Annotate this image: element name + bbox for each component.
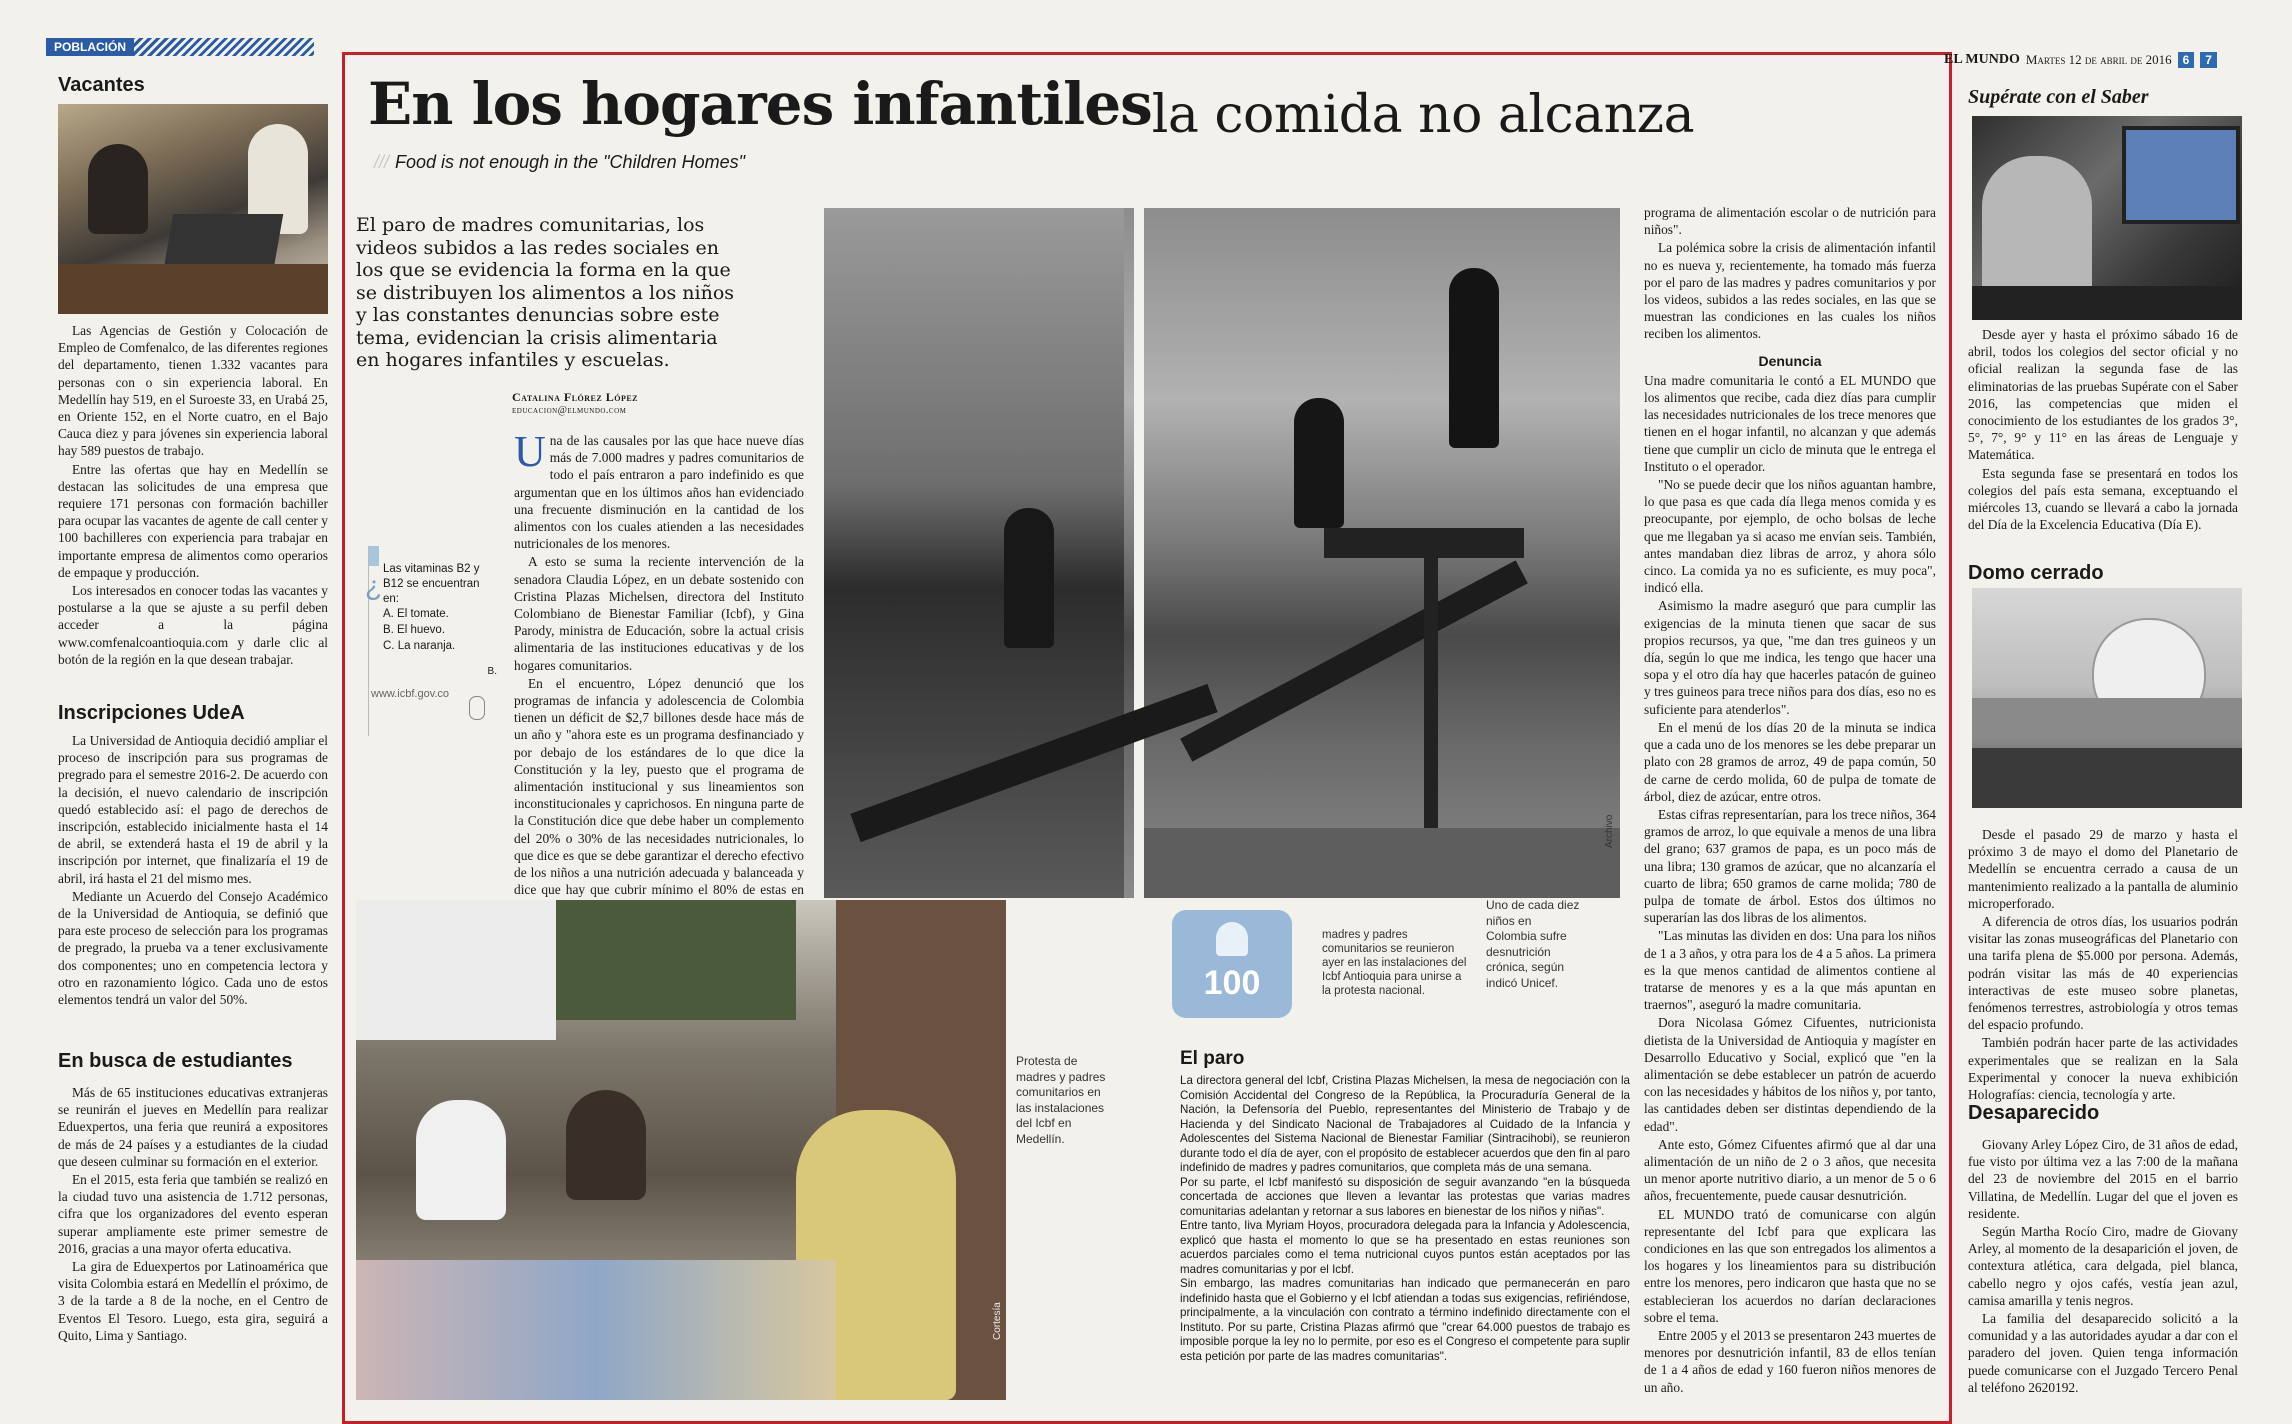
family-icon [1216,922,1248,956]
udea-body: La Universidad de Antioquia decidió ampliar el proceso de inscripción para sus programas de pregrado para el semestre 2016-2. De acuerdo con la decisión, el nuevo calendario de inscripción quedó establecido así: el pago de derechos de inscripción, establecido inicialmente hasta el 14 de abril, se extenderá hasta el 19 de abril y la inscripción por internet, que finalizaría el 19 de abril, irá hasta el 21 del mismo mes. Mediante un Acuerdo del Consejo Académico de la Universidad de Antioquia, se definió que para este proceso de selección para los programas de pregrado, la prueba va a tener exclusivamente dos componentes; uno en competencia lectora y otro en razonamiento lógico. Cada uno de estos elementos tendrá un valor del 50%. [58,733,328,1008]
quiz-icon-bar [369,546,379,566]
quiz-answer: B. [487,666,497,677]
malnutrition-caption: Uno de cada diez niños en Colombia sufre desnutrición crónica, según indicó Unicef. [1486,898,1580,990]
subtitle [374,152,745,173]
paro-body: La directora general del Icbf, Cristina Plazas Michelsen, la mesa de negociación con la Comisión Accidental del Congreso de la República, la Procuraduría General de la Nación, la Defensoría del Pueblo, representantes del Ministerio de Trabajo y de Hacienda y del Sindicato Nacional de Trabajadores al Cuidado de la Infancia y Adolescentes del Sistema Nacional de Bienestar Familiar (Sintracihobi), se reunieron durante todo el día de ayer, con el propósito de establecer acuerdos que den fin al paro indefinido de madres y padres comunitarios, que completa más de una semana. Por su parte, el Icbf manifestó su disposición de seguir avanzando "en la búsqueda concertada de acciones que lleven a levantar las protestas que varias madres comunitarias adelantan y retornar a sus labores en bienestar de los niños y niñas". Entre tanto, Iiva Myriam Hoyos, procuradora delegada para la Infancia y Adolescencia, explicó que hasta el momento lo que se ha presentado en estas reuniones son acuerdos parciales como el tema nutricional cuyos puntos están aceptados por las madres comunitarias y por el Icbf. Sin embargo, las madres comunitarias han indicado que permanecerán en paro indefinido hasta que el Gobierno y el Icbf atiendan a todas sus exigencias, refiriéndose, principalmente, a la vinculación con contrato a término indefinido directamente con el Instituto. Por su parte, Cristina Plazas afirmó que "crear 64.000 puestos de trabajo es imposible porque la ley no lo permite, por eso es el Congreso el competente para suplir esta petición por parte de las madres comunitarias". [1180,1074,1630,1363]
paro-title: El paro [1180,1048,1245,1069]
headline [368,70,1695,145]
dropcap: U [514,427,546,476]
saber-body: Desde ayer y hasta el próximo sábado 16 de abril, todos los colegios del sector oficial y no oficial realizan la segunda fase de las eliminatorias de las pruebas Supérate con el Saber 2016, las competencias que miden el conocimiento de los estudiantes de los grados 3°, 5°, 7°, 9° y 11° en las áreas de Lenguaje y Matemática. Esta segunda fase se presentará en todos los colegios del país esta semana, exceptuando el miércoles 13, cuando se llevará a cabo la jornada del Día de la Excelencia Educativa (Día E). [1968,327,2238,533]
section-label: POBLACIÓN [46,38,134,56]
stat-number: 100 [1203,964,1261,1002]
author: Catalina Flórez López [512,390,638,404]
protest-caption: Protesta de madres y padres comunitarios en las instalaciones del Icbf en Medellín. [1016,1054,1106,1146]
desaparecido-body: Giovany Arley López Ciro, de 31 años de edad, fue visto por última vez a las 7:00 de la mañana del 23 de noviembre del 2015 en el barrio Villatina, de Medellín. Lugar del que el joven es residente. Según Martha Rocío Ciro, madre de Giovany Arley, al momento de la desaparición el joven, de contextura atlética, cara delgada, piel blanca, cabello negro y ojos cafés, vestía jean azul, camisa amarilla y tenis negros. La familia del desaparecido solicitó a la comunidad y a las autoridades ayudar a dar con el paradero del joven. Quien tenga información puede comunicarse con el Juzgado Tercero Penal al teléfono 2620192. [1968,1137,2238,1395]
stat-text: madres y padres comunitarios se reunieron ayer en las instalaciones del Icbf Antioquia para unirse a la protesta nacional. [1322,929,1467,997]
lead-paragraph: El paro de madres comunitarias, los videos subidos a las redes sociales en los que se evidencia la forma en la que se distribuyen los alimentos a los niños y las constantes denuncias sobre este tema, evidencian la crisis alimentaria en hogares infantiles y escuelas. [356,214,735,371]
paper-name: EL MUNDO [1944,52,2020,67]
saber-photo [1972,116,2242,320]
denuncia-title: Denuncia [1758,352,1822,369]
quiz-option-b: B. El huevo. [383,624,446,636]
domo-photo [1972,588,2242,808]
quiz-option-c: C. La naranja. [383,640,456,652]
quiz-question: Las vitaminas B2 y B12 se encuentran en: [383,563,480,605]
page-number-right: 7 [2200,52,2217,68]
subtitle-marks: /// [374,152,390,172]
stat-badge [1172,910,1292,1018]
headline-part-b: la comida no alcanza [1151,85,1695,145]
mouse-icon [469,696,485,720]
estudiantes-body: Más de 65 instituciones educativas extranjeras se reunirán el jueves en Medellín para realizar Eduexpertos, una feria que reunirá a expositores de más de 24 países y a estudiantes de la ciudad que deseen culminar su formación en el exterior. En el 2015, esta feria que también se realizó en la ciudad tuvo una asistencia de 1.712 personas, cifra que los organizadores del evento esperan superar ampliamente este primer semestre de 2016, gracias a una mayor oferta educativa. La gira de Eduexpertos por Latinoamérica que visita Colombia estará en Medellín el próximo, de 3 de la tarde a 8 de la noche, en el Centro de Eventos El Tesoro. Luego, esta gira, seguirá a Quito, Lima y Santiago. [58,1085,328,1343]
saber-title: Supérate con el Saber [1968,86,2149,108]
section-header [46,38,314,56]
stat-block [1172,904,1472,1014]
article-body-col3: programa de alimentación escolar o de nutrición para niños". La polémica sobre la crisis de alimentación infantil no es nueva y, recientemente, ha tomado más fuerza por el paro de las madres y padres comunitarios y por los videos, subidos a las redes sociales, en las que se muestran las condiciones en las cuales los niños reciben los alimentos. Denuncia Una madre comunitaria le contó a EL MUNDO que los alimentos que recibe, cada diez días para cumplir las necesidades nutricionales de los trece menores que tienen en el hogar infantil, no alcanzan y que además tiene que cumplir un ciclo de minuta que le entrega el Instituto o el operador. "No se puede decir que los niños aguantan hambre, lo que pasa es que cada día llega menos comida y es preocupante, por ejemplo, de ocho bolsas de leche que me llegaban ya si acaso me envían seis. También, antes mandaban diez libras de arroz, y ahora sólo cinco. La comida ya no es suficiente, es muy poca", indicó ella. Asimismo la madre aseguró que para cumplir las exigencias de la minuta tienen que sacar de sus propios recursos, ya que, "me dan tres guineos y un día, según lo que me indica, les tengo que hacer una sopa y el otro día hay que hacerles patacón de guineo y tres guineos para trece niños para dos días, eso no es suficiente para atenderlos". En el menú de los días 20 de la minuta se indica que a cada uno de los menores se les debe preparar un plato con 28 gramos de arroz, 49 de papa común, 50 de carne de cerdo molida, 60 de pulpa de tomate de árbol, diez de azúcar, entre otros. Estas cifras representarían, para los trece niños, 364 gramos de arroz, lo que equivale a menos de una libra del grano; 637 gramos de papa, es un poco más de una libra; 130 gramos de azúcar, que no alcanzaría el cuarto de libra; 650 gramos de carne molida; 780 de pulpa de tomate de árbol. Estos dos últimos no superarían las dos libras de los alimentos. "Las minutas las dividen en dos: Una para los niños de 1 a 3 años, y otra para los de 4 a 5 años. La primera es la que menos cantidad de alimentos contiene al tratarse de menores y es a la que más apuntan en traernos", aseguró la madre comunitaria. Dora Nicolasa Gómez Cifuentes, nutricionista dietista de la Universidad de Antioquia y magíster en Desarrollo Educativo y Social, explicó que "en la alimentación se debe establecer un patrón de acuerdo con las necesidades y hábitos de los niños y, por tanto, las cantidades deben ser distintas dependiendo de la edad". Ante esto, Gómez Cifuentes afirmó que al dar una alimentación de un niño de 2 o 3 años, que necesita un menor aporte nutritivo diario, a un menor de 5 o 6 años, frecuentemente, puede causar desnutrición. EL MUNDO trató de comunicarse con algún representante del Icbf para que explicara las condiciones en las que son entregados los alimentos a los hogares y los lineamientos para su distribución entre los menores, pero indicaron que hasta que no se establecieran los acuerdos no darían declaraciones sobre el tema. Entre 2005 y el 2013 se presentaron 243 muertes de menores por desnutrición infantil, 83 de ellos tenían de 1 a 4 años de edad y 160 fueron niños menores de un año. [1644,205,1936,1395]
page-number-left: 6 [2178,52,2195,68]
byline [512,390,732,416]
photo-credit-cortesia: Cortesía [992,1302,1003,1340]
author-email: educacion@elmundo.com [512,405,627,416]
estudiantes-title: En busca de estudiantes [58,1050,293,1072]
page-header [1944,50,2217,70]
protest-photo [356,900,1006,1400]
page-date: Martes 12 de abril de 2016 [2025,52,2172,67]
playground-photo [824,208,1620,898]
question-mark-icon: ¿ [365,570,383,601]
desaparecido-title: Desaparecido [1968,1102,2100,1124]
quiz-box [365,546,501,736]
vacantes-body: Las Agencias de Gestión y Colocación de Empleo de Comfenalco, de las diferentes regiones del departamento, tienen 1.332 vacantes para personas con o sin experiencia laboral. En Medellín hay 519, en el Suroeste 33, en Urabá 25, en Oriente 152, en el Norte cuatro, en el Bajo Cauca diez y para jóvenes sin experiencia laboral hay 589 puestos de trabajo. Entre las ofertas que hay en Medellín se destacan las solicitudes de una empresa que requiere 171 personas con formación bachiller para ocupar las vacantes de agente de call center y 100 bachilleres con experiencia para trabajar en importante empresa de alimentos como operarios de empaque y producción. Los interesados en conocer todas las vacantes y postularse a la que se ajuste a su perfil deben acceder a la página www.comfenalcoantioquia.com y darle clic al botón de la región en la que desean trabajar. [58,323,328,667]
headline-part-a: En los hogares infantiles [368,70,1152,138]
vacantes-title: Vacantes [58,74,145,96]
article-body-col1: Una de las causales por las que hace nueve días más de 7.000 madres y padres comunitarios de todo el país entraron a paro indefinido es que argumentan que en los últimos años han evidenciado una frecuente disminución en la cantidad de los alimentos con los cuales atienden a las necesidades nutricionales de los menores. A esto se suma la reciente intervención de la senadora Claudia López, en un debate sostenido con Cristina Plazas Michelsen, directora del Instituto Colombiano de Bienestar Familiar (Icbf), y Gina Parody, ministra de Educación, sobre la actual crisis alimentaria de las instituciones educativas y de los hogares comunitarios. En el encuentro, López denunció que los programas de infancia y adolescencia de Colombia tienen un déficit de $2,7 billones desde hace más de un año y "ahora este es un programa desfinanciado y por debajo de los estándares de lo que dice la Constitución y la ley, puesto que el programa de alimentación institucional y sus lineamientos son inconstitucionales y caprichosos. En ninguna parte de la Constitución dice que debe haber un complemento del 20% o 30% de las necesidades nutricionales, lo que dice es que se debe garantizar el derecho efectivo de los niños a una nutrición adecuada y balanceada y dice que hay que cubrir mínimo el 80% de estas en [514,427,804,898]
photo-credit-archivo: Archivo [1604,814,1615,848]
domo-body: Desde el pasado 29 de marzo y hasta el próximo 3 de mayo el domo del Planetario de Medellín se encuentra cerrado a causa de un mantenimiento realizado a la pantalla de aluminio microperforado. A diferencia de otros días, los usuarios podrán visitar las zonas museográficas del Planetario con una tarifa plena de $5.000 por persona. Además, podrán visitar las más de 40 experiencias interactivas de este museo sobre planetas, fenómenos terrestres, astrobiología y otros temas del espacio profundo. También podrán hacer parte de las actividades experimentales que se realizan en la Sala Experimental y conocer la nueva exhibición Holografías: ciencia, tecnología y arte. [1968,827,2238,1103]
domo-title: Domo cerrado [1968,562,2104,584]
quiz-url: www.icbf.gov.co [371,688,450,700]
vacantes-photo [58,104,328,314]
quiz-option-a: A. El tomate. [383,608,449,620]
udea-title: Inscripciones UdeA [58,702,245,724]
subtitle-text: Food is not enough in the "Children Homes" [395,152,745,172]
